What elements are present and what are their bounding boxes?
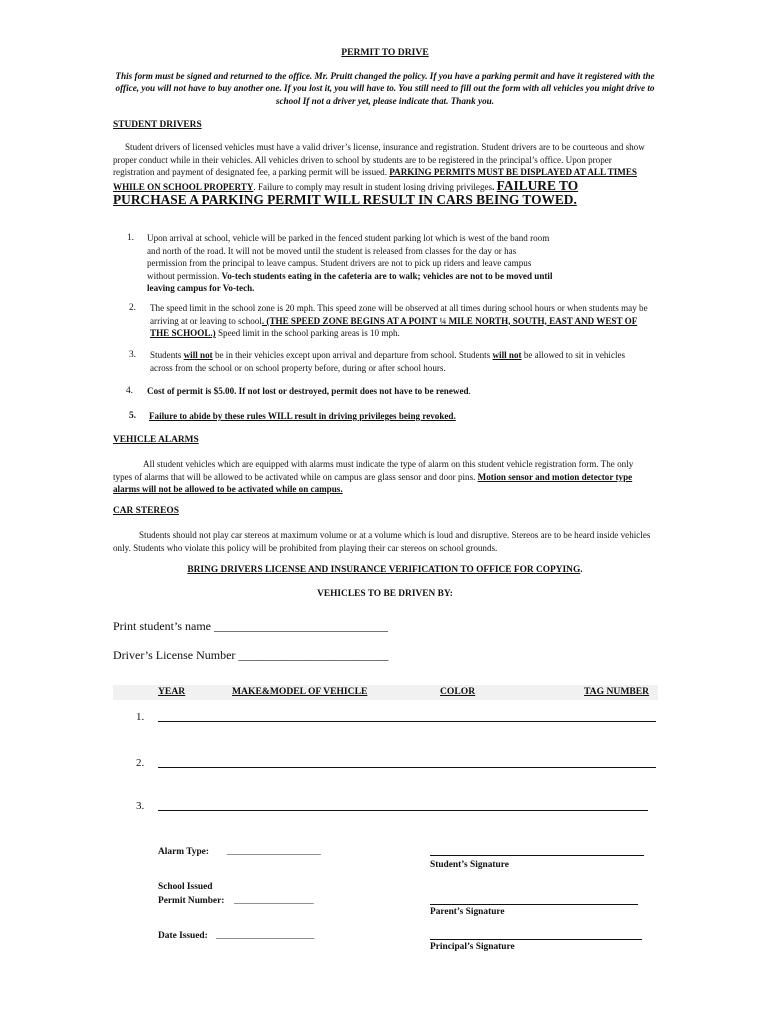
- vehicle-row-1-line[interactable]: [158, 720, 656, 722]
- rule-text: Speed limit in the school parking areas is 10 mph.: [215, 328, 400, 339]
- vehicle-row-2-line[interactable]: [158, 766, 656, 768]
- vehicles-heading: VEHICLES TO BE DRIVEN BY:: [317, 589, 453, 599]
- table-header-band: [113, 685, 658, 700]
- rule-text: Upon arrival at school, vehicle will be parked in the fenced student parking lot which is west of the band room and north of the road. It will not be moved until the student is released from classes for the day or has permission from the principal to leave campus. Student drivers are not to pick up riders and leave campus without permission.: [147, 233, 550, 281]
- rule-1: [147, 232, 557, 295]
- period-mark: .: [580, 565, 583, 575]
- column-tag-number: TAG NUMBER: [584, 686, 650, 697]
- row-number: 3.: [136, 800, 145, 812]
- rule-emphasis: Failure to abide by these rules WILL result in driving privileges being revoked.: [149, 411, 456, 421]
- vehicle-row-3-line[interactable]: [158, 809, 648, 811]
- date-issued-input[interactable]: _____________________: [216, 931, 315, 941]
- student-name-field[interactable]: Print student’s name _____________________________: [113, 619, 388, 633]
- principal-signature-label: Principal’s Signature: [430, 942, 515, 952]
- car-stereos-heading: CAR STEREOS: [113, 506, 179, 516]
- rule-text: .: [468, 386, 471, 396]
- rule-emphasis: will not: [183, 350, 213, 360]
- rule-emphasis: Cost of permit is $5.00. If not lost or destroyed, permit does not have to be renewed: [147, 386, 469, 396]
- rule-emphasis: Vo-tech students eating in the cafeteria are to walk; vehicles are not to be moved until leaving campus for Vo-tech.: [147, 270, 553, 294]
- parking-permit-display-rule: PARKING PERMITS MUST BE DISPLAYED AT ALL TIMES WHILE ON SCHOOL PROPERTY: [113, 167, 637, 192]
- bring-documents-notice: [0, 564, 770, 576]
- parent-signature-line[interactable]: [430, 903, 638, 905]
- column-year: YEAR: [158, 686, 186, 697]
- page-title: PERMIT TO DRIVE: [341, 47, 429, 58]
- permit-number-label: Permit Number:: [158, 896, 225, 906]
- rule-number: 5.: [128, 411, 136, 421]
- row-number: 2.: [136, 757, 145, 769]
- rule-text: be in their vehicles except upon arrival and departure from school. Students: [212, 350, 493, 360]
- rule-text: The speed limit in the school zone is 20 mph. This speed zone will be observed at all times during school hours or when students may be arriving at or leaving to school: [150, 303, 648, 326]
- rule-4: [147, 385, 647, 398]
- rule-2: [150, 302, 650, 340]
- rule-5: [149, 410, 649, 423]
- rule-number: 3.: [128, 350, 136, 360]
- rule-emphasis: will not: [492, 350, 522, 360]
- permit-number-input[interactable]: _________________: [234, 896, 314, 906]
- column-make-model: MAKE&MODEL OF VEHICLE: [232, 686, 368, 697]
- policy-notice: This form must be signed and returned to the office. Mr. Pruitt changed the policy. If you have a parking permit and have it registered with the office, you will not have to buy another one. If you lost it, you will have to. You still need to fill out the form with all vehicles you might drive to school If not a driver yet, please indicate that. Thank you.: [115, 71, 655, 106]
- rule-number: 1.: [126, 233, 134, 243]
- principal-signature-line[interactable]: [430, 938, 642, 940]
- alarm-restriction: Motion sensor and motion detector type alarms will not be allowed to be activated while on campus.: [113, 471, 633, 495]
- row-number: 1.: [136, 711, 145, 723]
- student-drivers-heading: STUDENT DRIVERS: [113, 120, 202, 130]
- vehicle-alarms-paragraph: [113, 458, 653, 496]
- student-signature-line[interactable]: [430, 854, 644, 856]
- period-mark: .: [492, 181, 497, 192]
- alarm-type-label: Alarm Type:: [158, 847, 209, 857]
- bring-documents-text: BRING DRIVERS LICENSE AND INSURANCE VERIFICATION TO OFFICE FOR COPYING: [187, 565, 581, 575]
- school-issued-label: School Issued: [158, 882, 213, 892]
- date-issued-label: Date Issued:: [158, 931, 208, 941]
- rule-text: be allowed to sit in vehicles across from the school or on school property before, during or after school hours.: [150, 350, 626, 373]
- student-drivers-text: Student drivers of licensed vehicles must have a valid driver’s license, insurance and registration. Student drivers are to be courteous and show proper conduct while in their vehicles. All vehicles driven to school by students are to be registered in the principal’s office. Upon proper registration and payment of designated fee, a parking permit will be issued.: [113, 142, 645, 178]
- towing-warning: FAILURE TO PURCHASE A PARKING PERMIT WILL RESULT IN CARS BEING TOWED.: [113, 177, 579, 208]
- parent-signature-label: Parent’s Signature: [430, 907, 505, 917]
- car-stereos-paragraph: Students should not play car stereos at maximum volume or at a volume which is loud and disruptive. Stereos are to be heard inside vehicles only. Students who violate this policy will be prohibited from playing their car stereos on school grounds.: [113, 530, 651, 553]
- student-signature-label: Student’s Signature: [430, 860, 509, 870]
- rule-emphasis: . (THE SPEED ZONE BEGINS AT A POINT ¼ MILE NORTH, SOUTH, EAST AND WEST OF THE SCHOOL.): [150, 315, 638, 339]
- column-color: COLOR: [440, 686, 476, 697]
- alarm-text: All student vehicles which are equipped with alarms must indicate the type of alarm on this student vehicle registration form. The only types of alarms that will be allowed to be activated while on campus are glass sensor and door pins.: [113, 459, 634, 482]
- rule-text: Students: [150, 350, 184, 360]
- alarm-type-input[interactable]: ____________________: [227, 847, 321, 857]
- rule-number: 4.: [125, 386, 133, 396]
- student-drivers-paragraph: [113, 141, 653, 208]
- drivers-license-field[interactable]: Driver’s License Number _________________________: [113, 648, 389, 662]
- rule-3: [150, 349, 650, 374]
- vehicle-alarms-heading: VEHICLE ALARMS: [113, 435, 199, 445]
- rule-number: 2.: [128, 303, 136, 313]
- failure-comply-text: . Failure to comply may result in student losing driving privileges: [253, 181, 493, 192]
